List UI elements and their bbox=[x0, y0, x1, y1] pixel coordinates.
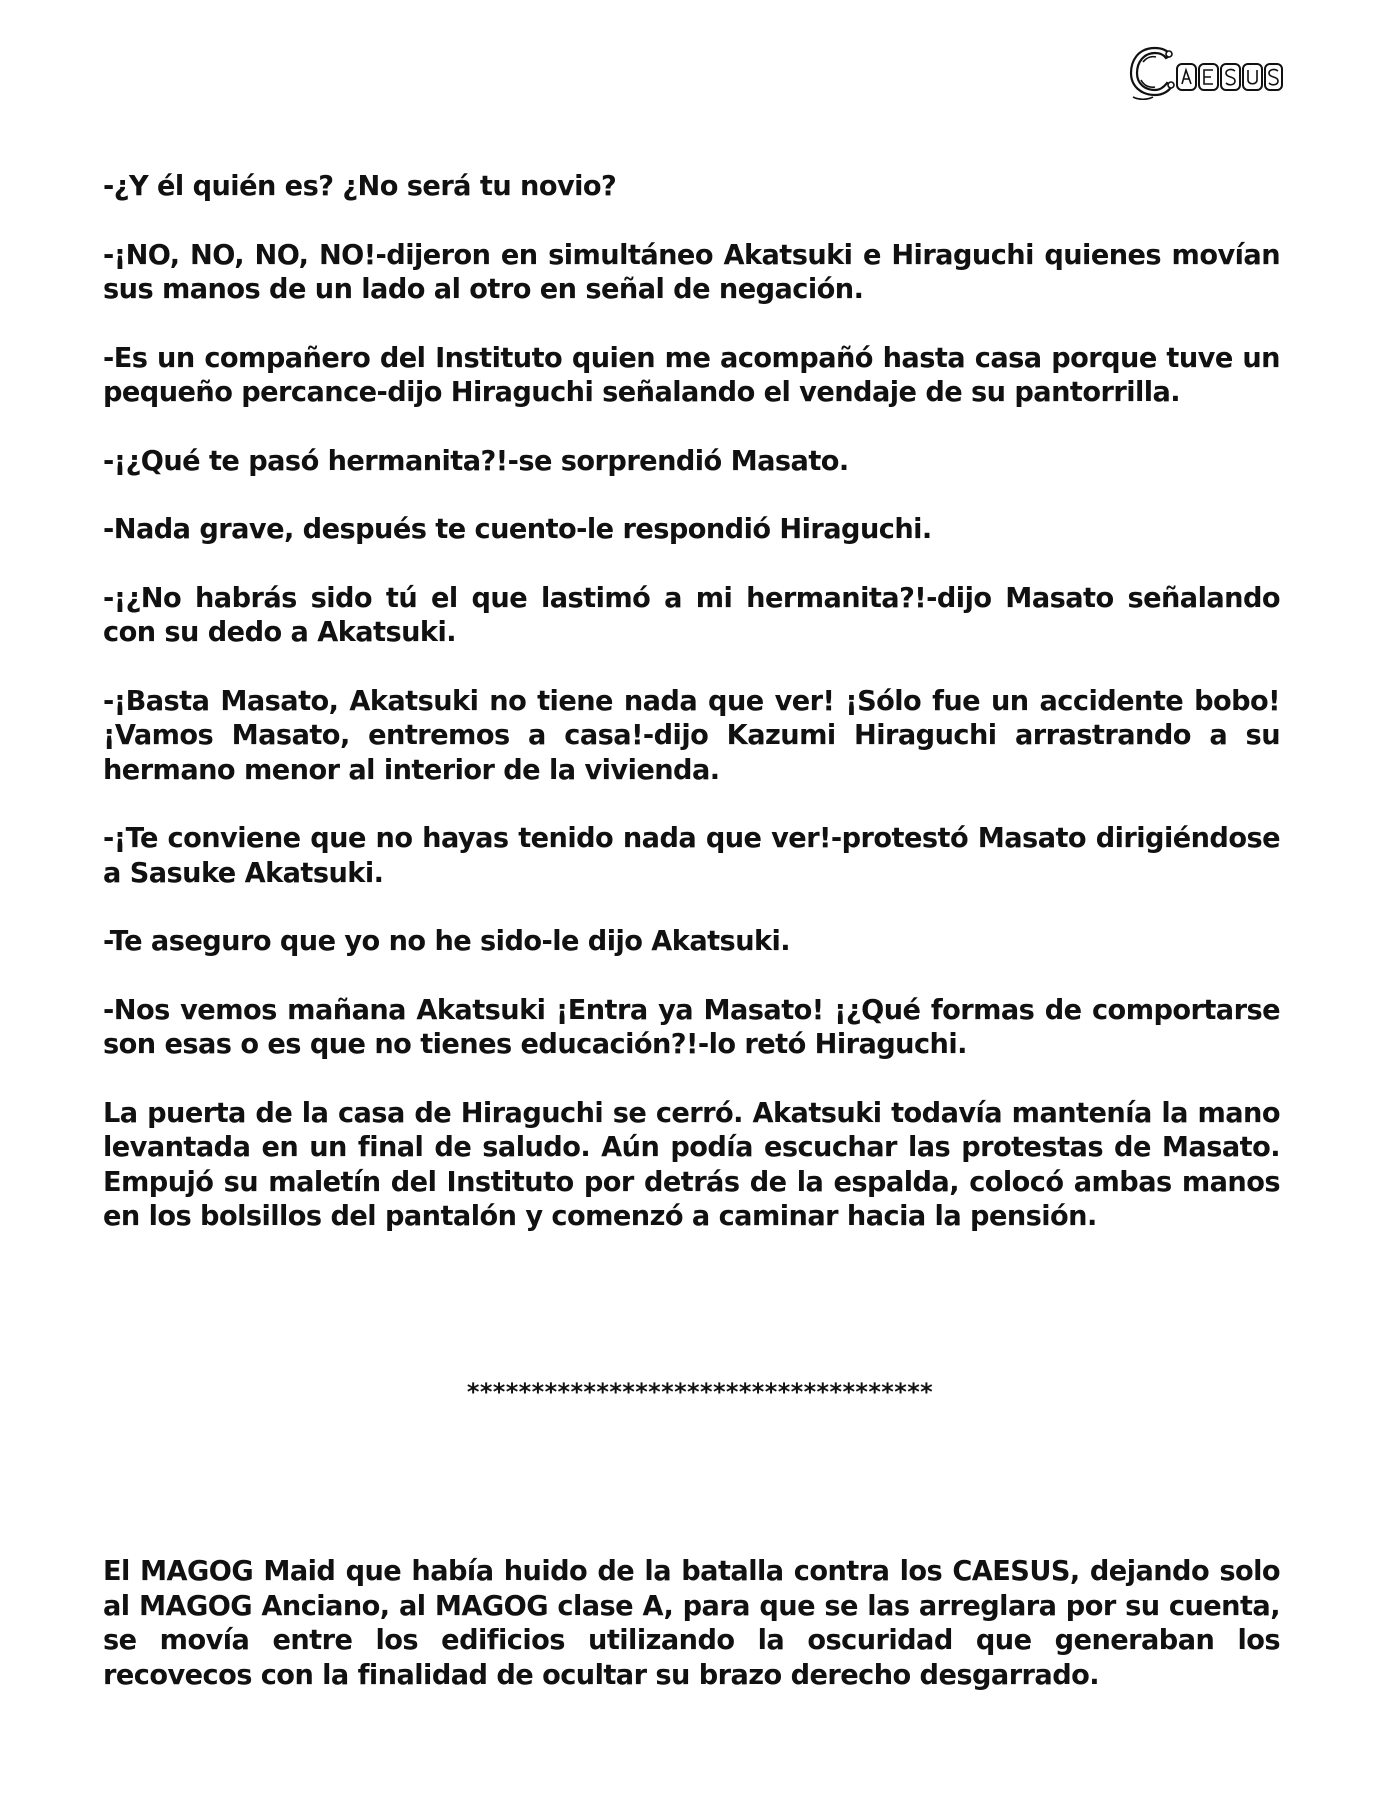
paragraph: -¡¿Qué te pasó hermanita?!-se sorprendió Masato. bbox=[103, 445, 849, 477]
paragraph: -Es un compañero del Instituto quien me acompañó hasta casa porque tuve un pequeño percance-dijo Hiraguchi señalando el vendaje de su pantorrilla. bbox=[103, 342, 1280, 408]
paragraph: -¿Y él quién es? ¿No será tu novio? bbox=[103, 171, 617, 202]
paragraph: -Te aseguro que yo no he sido-le dijo Akatsuki. bbox=[103, 926, 791, 957]
paragraph: -¡Basta Masato, Akatsuki no tiene nada que ver! ¡Sólo fue un accidente bobo! ¡Vamos Masato, entremos a casa!-dijo Kazumi Hiraguchi arrastrando a su hermano menor al interior de la vivienda. bbox=[103, 685, 1280, 786]
paragraph: -Nos vemos mañana Akatsuki ¡Entra ya Masato! ¡¿Qué formas de comportarse son esas o es que no tienes educación?!-lo retó Hiraguchi. bbox=[103, 994, 1280, 1060]
caesus-logo bbox=[1125, 40, 1285, 102]
body-text bbox=[103, 170, 1280, 1269]
paragraph: -Nada grave, después te cuento-le respondió Hiraguchi. bbox=[103, 514, 932, 545]
paragraph: -¡NO, NO, NO, NO!-dijeron en simultáneo Akatsuki e Hiraguchi quienes movían sus manos de un lado al otro en señal de negación. bbox=[103, 239, 1280, 305]
scene-divider: ************************************ bbox=[466, 1378, 934, 1406]
caesus-logo-graphic bbox=[1125, 40, 1285, 102]
paragraph: -¡¿No habrás sido tú el que lastimó a mi hermanita?!-dijo Masato señalando con su dedo a Akatsuki. bbox=[103, 582, 1280, 648]
paragraph: La puerta de la casa de Hiraguchi se cerró. Akatsuki todavía mantenía la mano levantada en un final de saludo. Aún podía escuchar las protestas de Masato. Empujó su maletín del Instituto por detrás de la espalda, colocó ambas manos en los bolsillos del pantalón y comenzó a caminar hacia la pensión. bbox=[103, 1097, 1280, 1232]
body-text-continued bbox=[103, 1555, 1280, 1727]
paragraph: El MAGOG Maid que había huido de la batalla contra los CAESUS, dejando solo al MAGOG Anciano, al MAGOG clase A, para que se las arreglara por su cuenta, se movía entre los edificios utilizando la oscuridad que generaban los recovecos con la finalidad de ocultar su brazo derecho desgarrado. bbox=[103, 1556, 1280, 1691]
paragraph: -¡Te conviene que no hayas tenido nada que ver!-protestó Masato dirigiéndose a Sasuke Akatsuki. bbox=[103, 823, 1280, 889]
